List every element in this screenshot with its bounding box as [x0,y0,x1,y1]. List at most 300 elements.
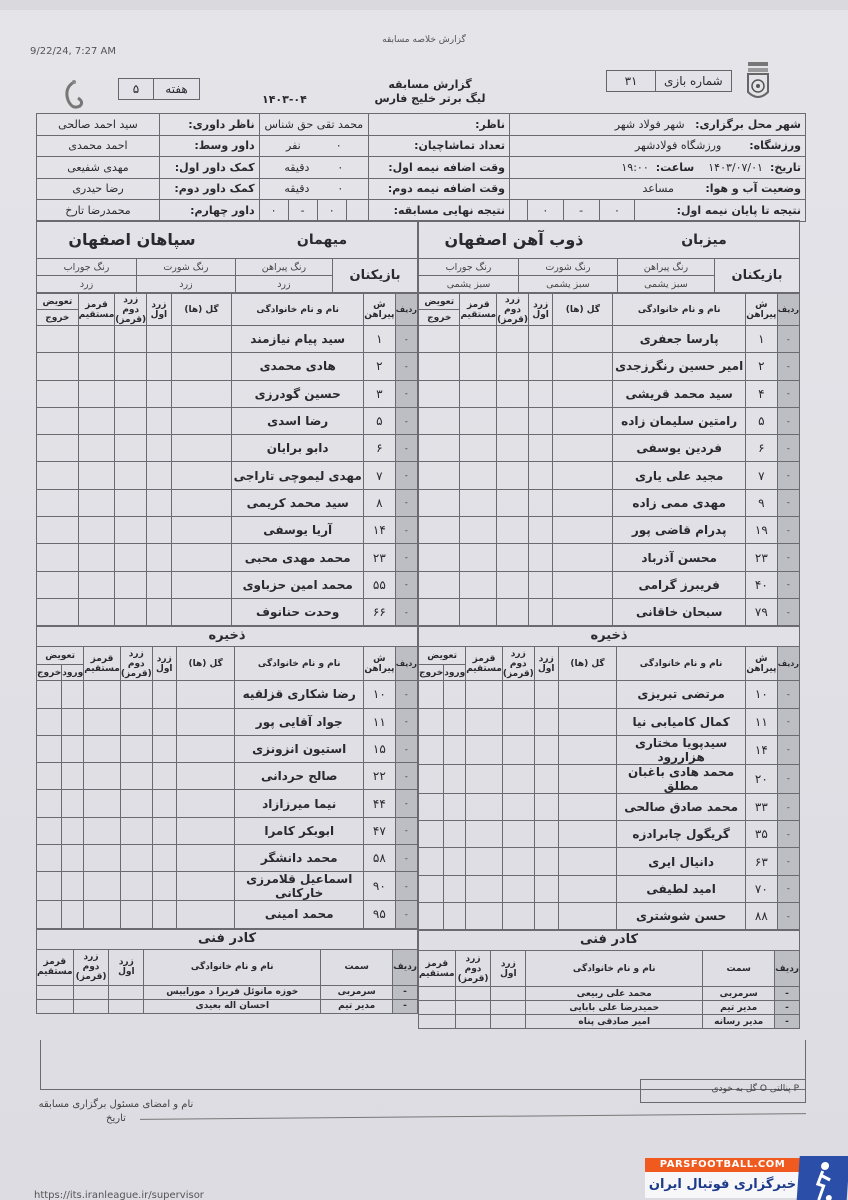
yellow2-cell [502,764,534,793]
col-position: سمت [321,949,393,985]
spectators-cell: ۰ نفر [259,135,368,157]
col-row: ردیف [395,647,417,681]
col-sub-out: خروج [37,310,79,326]
goals-cell [171,598,232,625]
yellow2-cell [497,435,529,462]
row-marker: - [395,872,417,901]
yellow1-cell [147,407,171,434]
players-label: بازیکنان [333,259,418,293]
sub-out-cell [37,571,79,598]
yellow1-cell [152,763,176,790]
yellow2-cell [120,735,152,762]
away-starters-table [36,293,418,626]
yellow2-cell [120,901,152,928]
yellow1-cell [528,353,552,380]
home-staff-title: کادر فنی [418,930,800,950]
sub-out-cell [419,353,460,380]
league-name: لیگ برتر خلیج فارس [374,92,486,105]
red-cell [460,435,497,462]
yellow1-cell [534,764,558,793]
player-name: رامتین سلیمان زاده [613,407,746,434]
parsfootball-watermark [640,1156,848,1200]
yellow1-cell [528,571,552,598]
away-team-section [36,220,418,1014]
goals-cell [553,598,613,625]
col-goals: گل (ها) [553,294,613,326]
col-sub-out: خروج [419,665,444,681]
col-name: نام و نام خانوادگی [232,294,363,326]
yellow2-cell [502,875,534,902]
sub-out-cell [419,544,460,571]
col-yellow1: زرد اول [109,949,144,985]
red-cell [460,462,497,489]
goals-cell [553,326,613,353]
ar2-label: کمک داور دوم: [159,178,259,200]
sub-out-cell [419,735,444,764]
week-box [118,78,200,100]
player-name: دابو برایان [232,435,363,462]
row-marker: - [395,790,417,817]
sub-out-cell [37,598,79,625]
player-row [37,681,418,708]
player-name: محمد امینی [235,901,364,928]
row-marker: - [777,708,799,735]
red-cell [466,793,503,820]
sub-in-cell [444,821,466,848]
goals-cell [176,901,235,928]
yellow1-cell [152,790,176,817]
sub-out-cell [37,380,79,407]
red-cell [78,435,115,462]
sub-out-cell [419,380,460,407]
player-name: وحدت حنانوف [232,598,363,625]
ar1-value: مهدی شفیعی [37,157,160,179]
shirt-number: ۱۰ [745,681,777,708]
shirt-number: ۴۷ [363,817,395,844]
yellow1-cell [528,489,552,516]
staff-position: مدیر تیم [321,999,393,1013]
weather-cell: وضعیت آب و هوا: مساعد [510,178,806,200]
row-marker: - [777,489,799,516]
player-row [37,326,418,353]
red-cell [466,848,503,875]
yellow2-cell [497,353,529,380]
yellow1-cell [152,901,176,928]
red-cell [460,598,497,625]
ft-sep: - [288,200,317,222]
shirt-number: ۱۴ [745,735,777,764]
goals-cell [176,763,235,790]
goals-cell [553,435,613,462]
yellow1-cell [152,872,176,901]
sub-out-cell [419,793,444,820]
col-yellow1: زرد اول [152,647,176,681]
sub-in-cell [444,764,466,793]
shirt-number: ۵ [745,407,777,434]
player-row [419,848,800,875]
home-role: میزبان [681,231,727,248]
col-yellow2: زرد دوم (قرمز) [120,648,152,679]
player-name: فردین یوسفی [613,435,746,462]
print-title: گزارش خلاصه مسابقه [382,35,466,45]
player-name: مرتضی تبریزی [617,681,746,708]
sub-out-cell [37,353,79,380]
col-row: ردیف [777,294,799,326]
yellow2-cell [502,735,534,764]
sub-in-cell [62,845,84,872]
staff-name: امیر صادقی پناه [526,1015,703,1029]
yellow2-cell [115,462,147,489]
player-row [37,598,418,625]
sub-in-cell [444,903,466,930]
staff-row [419,1001,800,1015]
city-cell: شهر محل برگزاری: شهر فولاد شهر [510,114,806,136]
col-red: قرمز مستقیم [466,647,503,681]
player-name: اسماعیل قلامرزی خارکانی [235,872,364,901]
player-name: حسین گودرزی [232,380,363,407]
away-reserves-table [36,646,418,928]
red-cell [78,326,115,353]
match-number-value: ۳۱ [624,74,638,88]
yellow2-cell [497,517,529,544]
player-name: پدرام قاضی پور [613,517,746,544]
shirt-number: ۷ [363,462,395,489]
shirt-number: ۸ [363,489,395,516]
print-url: https://its.iranleague.ir/supervisor [34,1190,204,1200]
season: ۱۴۰۳-۰۴ [262,93,307,106]
player-row [37,872,418,901]
home-socks-color: سبز یشمی [419,276,519,293]
player-row [419,821,800,848]
sub-out-cell [37,326,79,353]
goals-cell [171,489,232,516]
yellow1-cell [147,380,171,407]
home-team-section [418,220,800,1029]
yellow2-cell [120,708,152,735]
row-marker: - [777,903,799,930]
col-yellow2: زرد دوم (قرمز) [455,951,491,987]
goals-cell [553,489,613,516]
player-row [37,407,418,434]
row-marker: - [395,489,417,516]
col-red: قرمز مستقیم [84,647,121,681]
col-red: قرمز مستقیم [37,949,74,985]
player-name: رضا شکاری قزلقیه [235,681,364,708]
staff-position: مدیر رسانه [703,1015,775,1029]
sub-out-cell [37,681,62,708]
sub-out-cell [419,598,460,625]
player-row [419,875,800,902]
red-cell [84,763,121,790]
red-cell [460,326,497,353]
goals-cell [558,681,616,708]
yellow2-cell [120,817,152,844]
yellow1-cell [534,848,558,875]
sub-out-cell [37,845,62,872]
yellow1-cell [147,435,171,462]
goals-cell [553,571,613,598]
goals-cell [171,462,232,489]
shirt-color-label: رنگ پیراهن [235,259,332,276]
player-row [37,845,418,872]
yellow2-cell [497,571,529,598]
ft-label: نتیجه نهایی مسابقه: [369,200,510,222]
sub-out-cell [37,872,62,901]
goals-cell [558,848,616,875]
player-name: جواد آقایی پور [235,708,364,735]
col-row: ردیف [393,949,418,985]
row-marker: - [395,598,417,625]
sub-in-cell [62,763,84,790]
goals-cell [558,903,616,930]
staff-position: سرمربی [321,985,393,999]
yellow1-cell [528,544,552,571]
row-marker: - [395,681,417,708]
ht-label: نتیجه تا پایان نیمه اول: [635,200,806,222]
yellow1-cell [528,326,552,353]
yellow2-cell [120,845,152,872]
player-row [419,708,800,735]
yellow2-cell [497,462,529,489]
row-marker: - [777,353,799,380]
yellow1-cell [528,380,552,407]
row-marker: - [777,848,799,875]
player-row [419,462,800,489]
yellow2-cell [120,681,152,708]
player-row [37,489,418,516]
goals-cell [171,544,232,571]
row-marker: - [395,763,417,790]
player-row [37,790,418,817]
player-row [419,326,800,353]
row-marker: - [777,793,799,820]
row-marker: - [775,1015,800,1029]
row-marker: - [775,987,800,1001]
player-row [419,764,800,793]
player-row [419,681,800,708]
shirt-number: ۸۸ [745,903,777,930]
player-name: ابوبکر کامرا [235,817,364,844]
col-name: نام و نام خانوادگی [144,949,321,985]
goals-cell [553,517,613,544]
goals-cell [171,517,232,544]
sub-out-cell [37,517,79,544]
federation-logo-icon [746,62,770,102]
player-name: سیدپویا مختاری هزاررود [617,735,746,764]
ft-home: ۰ [317,200,346,222]
shirt-number: ۲۰ [745,764,777,793]
col-red: قرمز مستقیم [419,951,456,987]
shirt-number: ۶۳ [745,848,777,875]
home-reserves-table [418,646,800,930]
col-yellow1: زرد اول [147,294,171,326]
sub-in-cell [444,875,466,902]
player-silhouette-icon [796,1156,848,1200]
red-cell [84,681,121,708]
col-subs: تعویض [419,294,460,310]
col-goals: گل (ها) [558,647,616,681]
player-name: پارسا جعفری [613,326,746,353]
player-name: رضا اسدی [232,407,363,434]
date-cell: تاریخ: ۱۴۰۳/۰۷/۰۱ ساعت: ۱۹:۰۰ [510,157,806,179]
player-name: سید محمد کریمی [232,489,363,516]
row-marker: - [777,462,799,489]
week-value: ۵ [132,82,140,96]
player-name: سبحان خاقانی [613,598,746,625]
sub-out-cell [419,903,444,930]
red-cell [78,517,115,544]
legend-box: P پنالتی O گل به خودی [640,1079,806,1103]
yellow1-cell [528,435,552,462]
sub-in-cell [62,901,84,928]
ht-away: ۰ [527,200,563,222]
red-cell [460,353,497,380]
yellow2-cell [502,848,534,875]
yellow2-cell [502,708,534,735]
player-row [419,489,800,516]
watermark-site: PARSFOOTBALL.COM [645,1158,800,1172]
socks-color-label: رنگ جوراب [37,259,137,276]
red-cell [466,764,503,793]
yellow2-cell [502,793,534,820]
player-name: کمال کامیابی نیا [617,708,746,735]
yellow2-cell [497,407,529,434]
home-team-header [418,220,800,258]
away-team-name: سپاهان اصفهان [68,230,196,249]
yellow1-cell [152,681,176,708]
player-name: محمد صادق صالحی [617,793,746,820]
shirt-number: ۹۵ [363,901,395,928]
player-row [37,517,418,544]
ar1-label: کمک داور اول: [159,157,259,179]
sub-out-cell [419,571,460,598]
away-staff-title: کادر فنی [36,929,418,949]
yellow1-cell [152,845,176,872]
goals-cell [553,544,613,571]
col-name: نام و نام خانوادگی [617,647,746,681]
red-cell [466,821,503,848]
staff-row [37,985,418,999]
player-row [37,435,418,462]
away-team-header [36,220,418,258]
match-info-table [36,113,806,222]
row-marker: - [777,517,799,544]
col-sub-out: خروج [419,310,460,326]
shirt-number: ۳۵ [745,821,777,848]
sub-in-cell [62,817,84,844]
shirt-number: ۱ [745,326,777,353]
col-goals: گل (ها) [176,647,235,681]
sub-in-cell [444,735,466,764]
yellow1-cell [528,407,552,434]
sub-out-cell [37,708,62,735]
row-marker: - [777,571,799,598]
player-name: محمد هادی باغبان مطلق [617,764,746,793]
col-row: ردیف [395,294,417,326]
report-label: گزارش مسابقه [388,78,472,91]
player-name: استیون انزونزی [235,735,364,762]
shorts-color-label: رنگ شورت [137,259,236,276]
sub-out-cell [37,817,62,844]
col-sub-in: ورود [62,665,84,681]
player-row [37,901,418,928]
row-marker: - [395,517,417,544]
row-marker: - [395,845,417,872]
col-shirt: ش پیراهن [745,647,777,681]
yellow2-cell [115,489,147,516]
shirt-number: ۴۴ [363,790,395,817]
col-row: ردیف [775,951,800,987]
goals-cell [176,681,235,708]
col-shirt: ش پیراهن [363,647,395,681]
col-subs: تعویض [37,647,84,665]
yellow1-cell [152,735,176,762]
shirt-number: ۵۸ [363,845,395,872]
col-subs: تعویض [37,294,79,310]
goals-cell [558,708,616,735]
sub-out-cell [419,326,460,353]
stadium-cell: ورزشگاه: ورزشگاه فولادشهر [510,135,806,157]
player-name: سید پیام نیازمند [232,326,363,353]
shirt-number: ۲ [363,353,395,380]
et1-cell: ۰ دقیقه [259,157,368,179]
yellow2-cell [497,380,529,407]
socks-color-label: رنگ جوراب [419,259,519,276]
match-report-page [0,10,848,1200]
staff-row [419,987,800,1001]
sub-out-cell [37,901,62,928]
goals-cell [176,872,235,901]
goals-cell [553,407,613,434]
yellow2-cell [115,435,147,462]
col-yellow2: زرد دوم (قرمز) [73,949,109,985]
shirt-number: ۵ [363,407,395,434]
ar2-value: رضا حیدری [37,178,160,200]
yellow2-cell [115,571,147,598]
home-team-name: ذوب آهن اصفهان [444,230,584,249]
away-socks-color: زرد [37,276,137,293]
col-red: قرمز مستقیم [78,294,115,326]
shorts-color-label: رنگ شورت [519,259,618,276]
row-marker: - [393,999,418,1013]
shirt-number: ۱۵ [363,735,395,762]
row-marker: - [393,985,418,999]
yellow2-cell [120,872,152,901]
shirt-number: ۲۲ [363,763,395,790]
red-cell [78,407,115,434]
row-marker: - [777,544,799,571]
red-cell [78,489,115,516]
fourth-value: محمدرضا تارخ [37,200,160,222]
shirt-number: ۹۰ [363,872,395,901]
yellow1-cell [528,462,552,489]
goals-cell [171,571,232,598]
goals-cell [171,435,232,462]
sub-in-cell [444,681,466,708]
row-marker: - [777,764,799,793]
player-name: مجید علی یاری [613,462,746,489]
ref-observer-label: ناظر داوری: [159,114,259,136]
shirt-number: ۱۱ [363,708,395,735]
row-marker: - [777,821,799,848]
red-cell [460,544,497,571]
player-row [419,517,800,544]
et1-label: وقت اضافه نیمه اول: [369,157,510,179]
match-number-label: شماره بازی [655,71,731,91]
goals-cell [558,821,616,848]
yellow1-cell [534,793,558,820]
yellow1-cell [534,903,558,930]
